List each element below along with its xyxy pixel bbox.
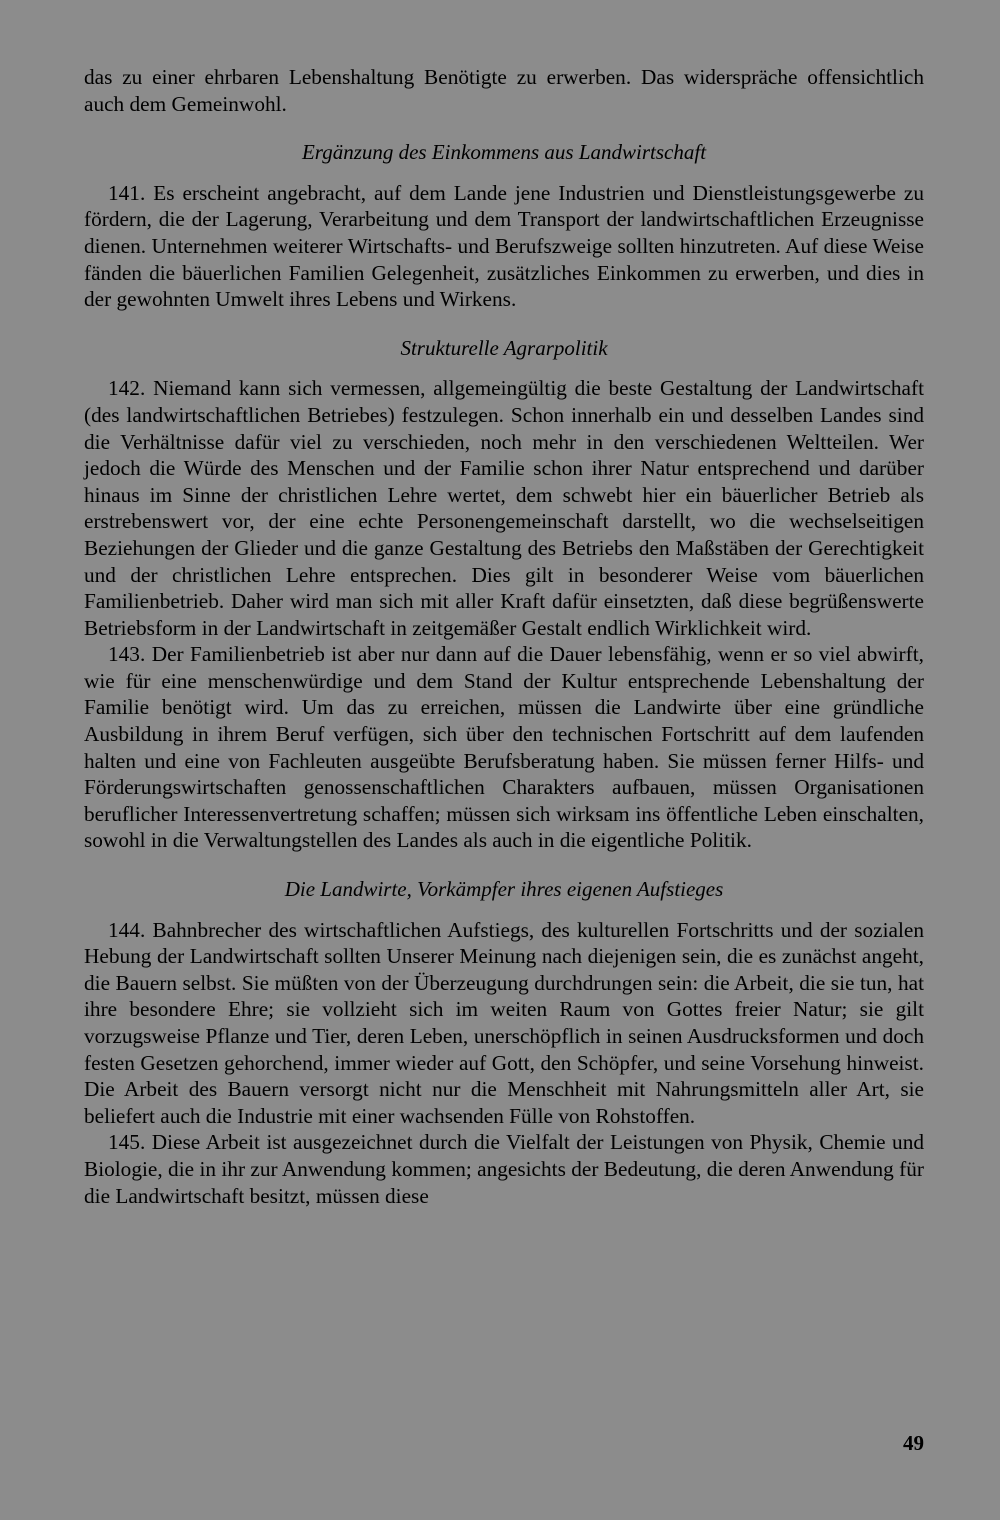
paragraph-number: 143.	[108, 642, 146, 667]
paragraph-145: 145. Diese Arbeit ist ausgezeichnet durch die Vielfalt der Leistungen von Physik, Chemie und Biologie, die in ihr zur Anwendung kommen; angesichts der Bedeutung, die deren Anwendung für die Landwirtschaft besitzt, müssen diese	[84, 1130, 924, 1208]
paragraph-143: 143. Der Familienbetrieb ist aber nur dann auf die Dauer lebensfähig, wenn er so viel abwirft, wie für eine menschenwürdige und dem Stand der Kultur entsprechende Lebenshaltung der Familie benötigt wird. Um das zu erreichen, müssen die Landwirte über eine gründliche Ausbildung in ihrem Beruf verfügen, sich über den technischen Fortschritt auf dem laufenden halten und eine von Fachleuten ausgeübte Berufsberatung haben. Sie müssen ferner Hilfs- und Förderungswirtschaften genossenschaftlichen Charakters aufbauen, müssen Organisationen beruflicher Interessenvertretung schaffen; müssen sich wirksam ins öffentliche Leben einschalten, sowohl in die Verwaltungstellen des Landes als auch in die eigentliche Politik.	[84, 642, 924, 853]
page-number: 49	[903, 1431, 924, 1455]
paragraph-142: 142. Niemand kann sich vermessen, allgemeingültig die beste Gestaltung der Landwirtschaft (des landwirtschaftlichen Betriebes) festzulegen. Schon innerhalb ein und desselben Landes sind die Verhältnisse dafür viel zu verschieden, noch mehr in den verschiedenen Weltteilen. Wer jedoch die Würde des Menschen und der Familie schon ihrer Natur entsprechend und darüber hinaus im Sinne der christlichen Lehre wertet, dem schwebt hier ein bäuerlicher Betrieb als erstrebenswert vor, der eine echte Personengemeinschaft darstellt, wo die wechselseitigen Beziehungen der Glieder und die ganze Gestaltung des Betriebs den Maßstäben der Gerechtigkeit und der christlichen Lehre entsprechen. Dies gilt in besonderer Weise vom bäuerlichen Familienbetrieb. Daher wird man sich mit aller Kraft dafür einsetzten, daß diese begrüßenswerte Betriebsform in der Landwirtschaft in zeitgemäßer Gestalt endlich Wirklichkeit wird.	[84, 376, 925, 640]
paragraph-number: 145.	[108, 1130, 146, 1155]
section-heading: Die Landwirte, Vorkämpfer ihres eigenen Aufstieges	[284, 877, 724, 902]
paragraph-continuation: das zu einer ehrbaren Lebenshaltung Benötigte zu erwerben. Das widerspräche offensichtlich auch dem Gemeinwohl.	[84, 65, 924, 116]
paragraph-144: 144. Bahnbrecher des wirtschaftlichen Aufstiegs, des kulturellen Fortschritts und der sozialen Hebung der Landwirtschaft sollten Unserer Meinung nach diejenigen sein, die es zunächst angeht, die Bauern selbst. Sie müßten von der Überzeugung durchdrungen sein: die Arbeit, die sie tun, hat ihre besondere Ehre; sie vollzieht sich im weiten Raum von Gottes freier Natur; sie gilt vorzugsweise Pflanze und Tier, deren Leben, unerschöpflich in seinen Ausdrucksformen und doch festen Gesetzen gehorchend, immer wieder auf Gott, den Schöpfer, und seine Vorsehung hinweist. Die Arbeit des Bauern versorgt nicht nur die Menschheit mit Nahrungsmitteln aller Art, sie beliefert auch die Industrie mit einer wachsenden Fülle von Rohstoffen.	[84, 917, 925, 1128]
section-heading: Strukturelle Agrarpolitik	[400, 335, 608, 360]
paragraph-141: 141. Es erscheint angebracht, auf dem Lande jene Industrien und Dienstleistungsgewerbe zu fördern, die der Lagerung, Verarbeitung und dem Transport der landwirtschaftlichen Erzeugnisse dienen. Unternehmen weiterer Wirtschafts- und Berufszweige sollten hinzutreten. Auf diese Weise fänden die bäuerlichen Familien Gelegenheit, zusätzliches Einkommen zu erwerben, und dies in der gewohnten Umwelt ihres Lebens und Wirkens.	[84, 180, 924, 312]
paragraph-number: 144.	[108, 917, 146, 942]
section-heading: Ergänzung des Einkommens aus Landwirtschaft	[301, 140, 707, 165]
paragraph-number: 142.	[108, 376, 146, 401]
paragraph-number: 141.	[108, 180, 146, 205]
